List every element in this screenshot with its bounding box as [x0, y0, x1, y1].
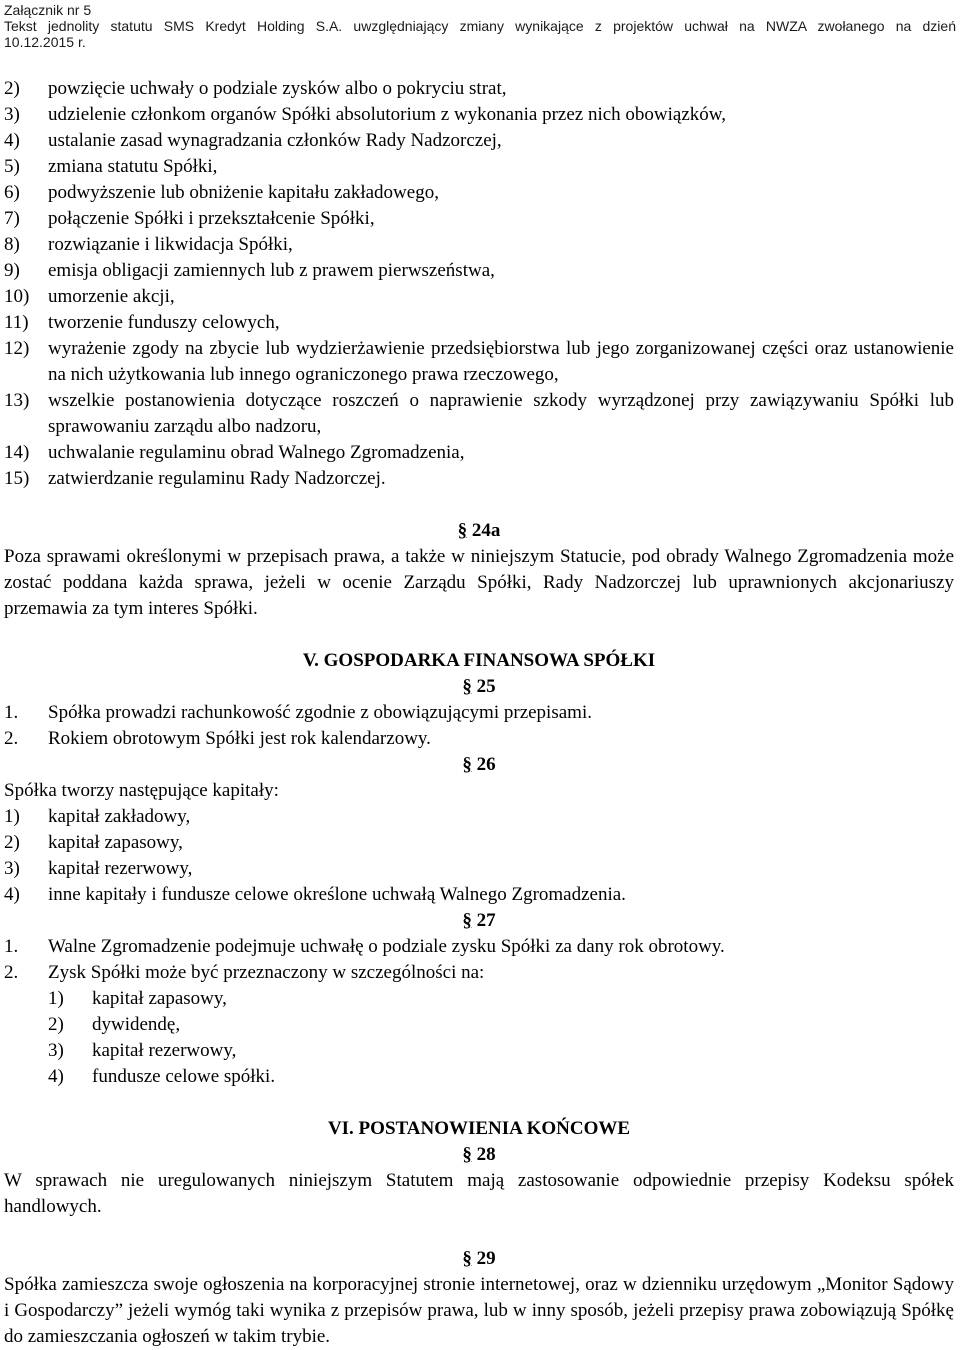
- list-item: [4, 960, 954, 986]
- list-number: 1.: [4, 936, 19, 957]
- list-item: [4, 700, 954, 726]
- list-number: 4): [48, 1066, 64, 1087]
- list-text: zmiana statutu Spółki,: [48, 156, 218, 177]
- chapter-vi-title: VI. POSTANOWIENIA KOŃCOWE: [327, 1118, 631, 1139]
- list-text: wyrażenie zgody na zbycie lub wydzierżawienie przedsiębiorstwa lub jego zorganizowanej części oraz ustanowienie na nich użytkowania lub innego ograniczonego prawa rzeczowego,: [48, 338, 954, 385]
- list-text: kapitał zapasowy,: [92, 988, 227, 1009]
- paragraph-sign: §: [462, 1248, 472, 1269]
- list-text: kapitał rezerwowy,: [92, 1040, 237, 1061]
- list-text: udzielenie członkom organów Spółki absolutorium z wykonania przez nich obowiązków,: [48, 104, 727, 125]
- list-number: 2): [4, 78, 20, 99]
- list-text: Walne Zgromadzenie podejmuje uchwałę o podziale zysku Spółki za dany rok obrotowy.: [48, 936, 725, 957]
- list-text: kapitał zapasowy,: [48, 832, 183, 853]
- section-heading-29: [4, 1246, 954, 1272]
- list-text: kapitał rezerwowy,: [48, 858, 193, 879]
- list-number: 6): [4, 182, 20, 203]
- section-24a-text: Poza sprawami określonymi w przepisach prawa, a także w niniejszym Statucie, pod obrady Walnego Zgromadzenia może zostać poddana każda sprawa, jeżeli w ocenie Zarządu Spółki, Rady Nadzorczej lub uprawnionych akcjonariuszy przemawia za tym interes Spółki.: [4, 546, 954, 619]
- section-number: 29: [476, 1248, 496, 1269]
- paragraph-sign: §: [462, 910, 472, 931]
- document-body: [4, 76, 954, 1350]
- header-date: 10.12.2015 r.: [4, 34, 86, 50]
- section-heading-24a: [4, 518, 954, 544]
- list-number: 4): [4, 130, 20, 151]
- list-number: 1.: [4, 702, 19, 723]
- list-text: powzięcie uchwały o podziale zysków albo o pokryciu strat,: [48, 78, 507, 99]
- list-number: 9): [4, 260, 20, 281]
- list-item: [4, 232, 954, 258]
- list-item: [4, 466, 954, 492]
- list-number: 14): [4, 442, 30, 463]
- list-number: 2): [48, 1014, 64, 1035]
- list-text: ustalanie zasad wynagradzania członków Rady Nadzorczej,: [48, 130, 502, 151]
- list-number: 1): [4, 806, 20, 827]
- list-item: [4, 180, 954, 206]
- list-item: [4, 284, 954, 310]
- list-item: [4, 726, 954, 752]
- paragraph-sign: §: [462, 676, 472, 697]
- list-number: 2): [4, 832, 20, 853]
- list-number: 11): [4, 312, 29, 333]
- list-number: 2.: [4, 962, 19, 983]
- sub-list-item: [4, 1038, 954, 1064]
- section-number: 28: [476, 1144, 496, 1165]
- list-number: 12): [4, 338, 30, 359]
- list-number: 13): [4, 390, 30, 411]
- list-item: [4, 830, 954, 856]
- list-text: Spółka prowadzi rachunkowość zgodnie z obowiązującymi przepisami.: [48, 702, 592, 723]
- list-number: 5): [4, 156, 20, 177]
- list-number: 3): [4, 858, 20, 879]
- section-26-intro: Spółka tworzy następujące kapitały:: [4, 780, 279, 801]
- list-text: zatwierdzanie regulaminu Rady Nadzorczej.: [48, 468, 386, 489]
- sub-list-item: [4, 1012, 954, 1038]
- list-text: kapitał zakładowy,: [48, 806, 191, 827]
- list-item: [4, 388, 954, 440]
- list-text: wszelkie postanowienia dotyczące roszczeń o naprawienie szkody wyrządzonej przy zawiązywaniu Spółki lub sprawowaniu zarządu albo nadzoru,: [48, 390, 954, 437]
- list-number: 3): [4, 104, 20, 125]
- paragraph-sign: §: [462, 754, 472, 775]
- list-number: 7): [4, 208, 20, 229]
- list-text: Rokiem obrotowym Spółki jest rok kalendarzowy.: [48, 728, 431, 749]
- list-text: dywidendę,: [92, 1014, 181, 1035]
- list-text: fundusze celowe spółki.: [92, 1066, 276, 1087]
- list-number: 3): [48, 1040, 64, 1061]
- list-item: [4, 440, 954, 466]
- list-item: [4, 76, 954, 102]
- paragraph-sign: §: [462, 1144, 472, 1165]
- list-item: [4, 804, 954, 830]
- section-heading-27: [4, 908, 954, 934]
- list-text: Zysk Spółki może być przeznaczony w szczególności na:: [48, 962, 485, 983]
- list-number: 4): [4, 884, 20, 905]
- list-item: [4, 310, 954, 336]
- section-number: 26: [476, 754, 496, 775]
- list-item: [4, 102, 954, 128]
- list-item: [4, 206, 954, 232]
- section-number: 24a: [471, 520, 501, 541]
- sub-list-item: [4, 1064, 954, 1090]
- list-item: [4, 856, 954, 882]
- list-number: 10): [4, 286, 30, 307]
- list-item: [4, 882, 954, 908]
- list-text: inne kapitały i fundusze celowe określone uchwałą Walnego Zgromadzenia.: [48, 884, 626, 905]
- list-item: [4, 128, 954, 154]
- list-text: tworzenie funduszy celowych,: [48, 312, 280, 333]
- section-number: 27: [476, 910, 496, 931]
- list-text: rozwiązanie i likwidacja Spółki,: [48, 234, 293, 255]
- section-29-text: Spółka zamieszcza swoje ogłoszenia na korporacyjnej stronie internetowej, oraz w dzienniku urzędowym „Monitor Sądowy i Gospodarczy” jeżeli wymóg taki wynika z przepisów prawa, lub w inny sposób, jeżeli przepisy prawa zobowiązują Spółkę do zamieszczania ogłoszeń w takim trybie.: [4, 1274, 954, 1347]
- list-number: 2.: [4, 728, 19, 749]
- header-attachment-label: Załącznik nr 5: [4, 2, 92, 18]
- list-item: [4, 336, 954, 388]
- list-text: umorzenie akcji,: [48, 286, 175, 307]
- sub-list-item: [4, 986, 954, 1012]
- list-item: [4, 934, 954, 960]
- list-number: 1): [48, 988, 64, 1009]
- list-text: uchwalanie regulaminu obrad Walnego Zgromadzenia,: [48, 442, 465, 463]
- paragraph-sign: §: [457, 520, 468, 541]
- list-number: 15): [4, 468, 30, 489]
- list-item: [4, 154, 954, 180]
- list-item: [4, 258, 954, 284]
- section-heading-26: [4, 752, 954, 778]
- list-number: 8): [4, 234, 20, 255]
- section-heading-28: [4, 1142, 954, 1168]
- page-header: [4, 2, 956, 50]
- section-28-text: W sprawach nie uregulowanych niniejszym Statutem mają zastosowanie odpowiednie przepisy Kodeksu spółek handlowych.: [4, 1170, 954, 1217]
- list-text: połączenie Spółki i przekształcenie Spółki,: [48, 208, 375, 229]
- section-number: 25: [476, 676, 496, 697]
- matters-list: [4, 76, 954, 492]
- list-text: emisja obligacji zamiennych lub z prawem pierwszeństwa,: [48, 260, 495, 281]
- section-heading-25: [4, 674, 954, 700]
- chapter-v-title: V. GOSPODARKA FINANSOWA SPÓŁKI: [302, 650, 656, 671]
- header-document-title: Tekst jednolity statutu SMS Kredyt Holding S.A. uwzględniający zmiany wynikające z projektów uchwał na NWZA zwołanego na dzień: [4, 18, 956, 34]
- list-text: podwyższenie lub obniżenie kapitału zakładowego,: [48, 182, 439, 203]
